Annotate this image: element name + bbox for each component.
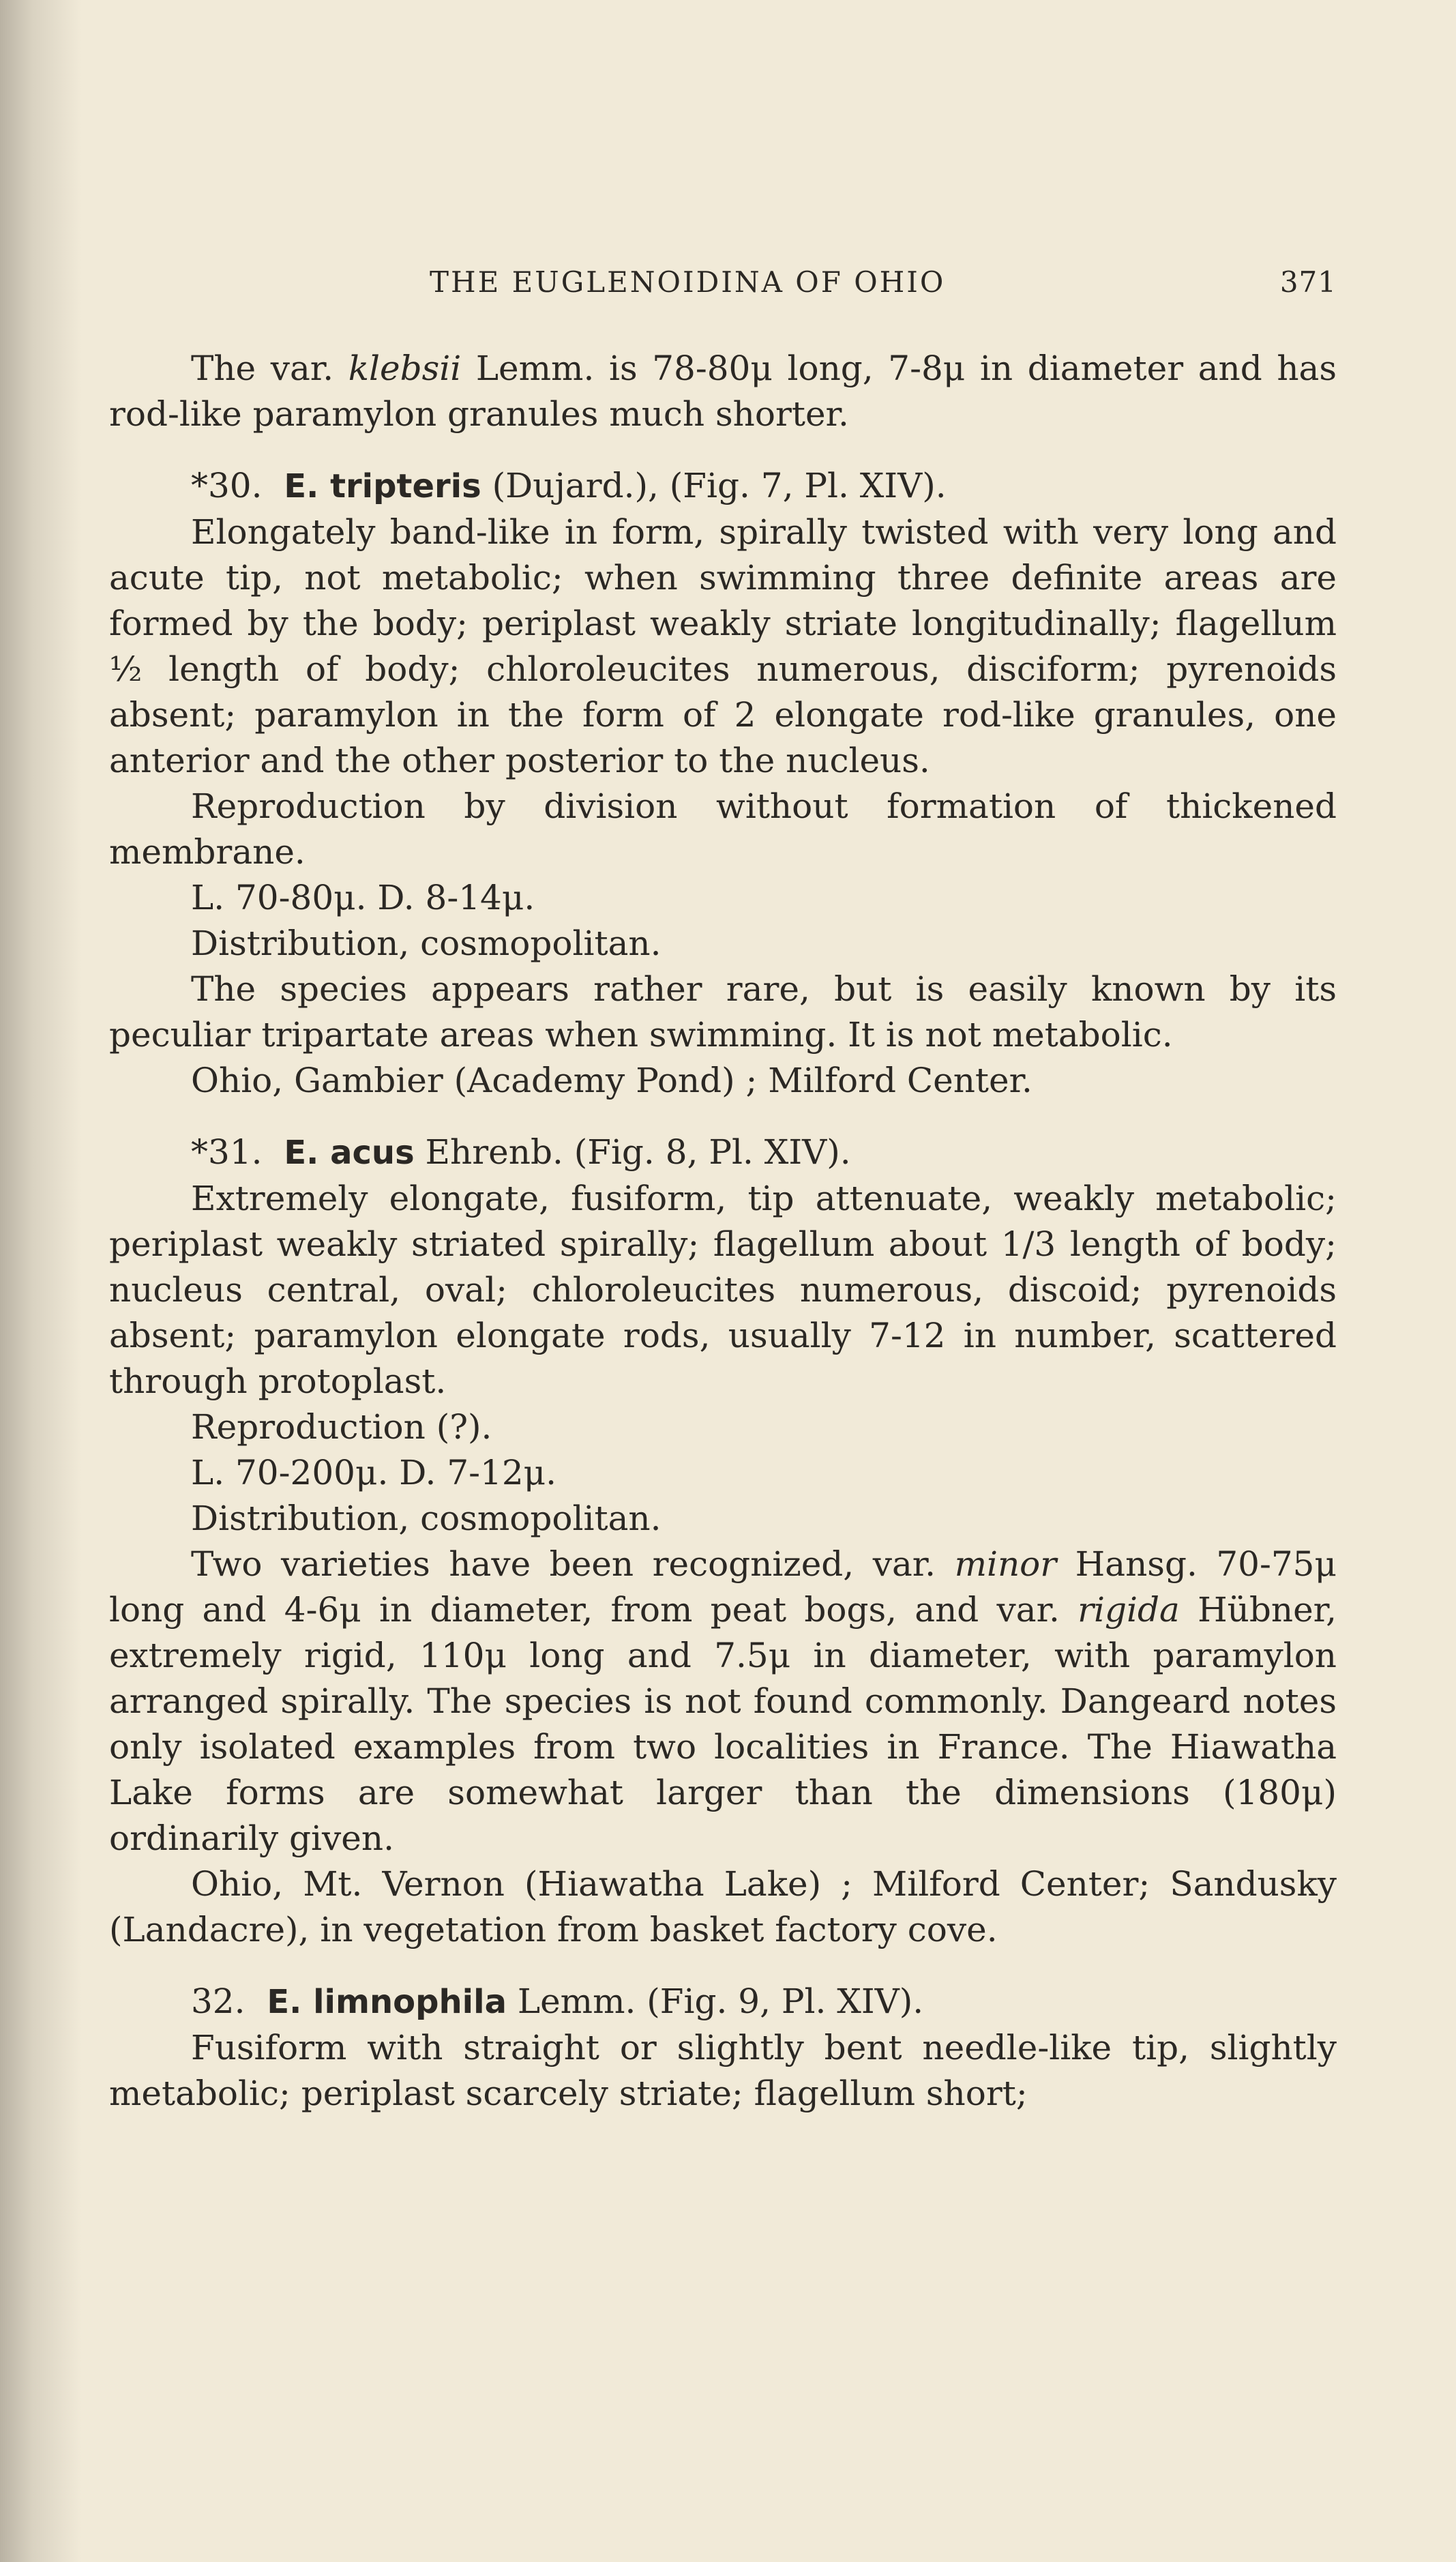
- species-name: E. tripteris: [284, 467, 481, 505]
- page-body: [109, 259, 1337, 2117]
- species-name: E. limnophila: [267, 1983, 507, 2021]
- page-number: 371: [1279, 265, 1337, 299]
- running-title: THE EUGLENOIDINA OF OHIO: [430, 265, 946, 299]
- species-reference: Lemm. (Fig. 9, Pl. XIV).: [506, 1982, 924, 2021]
- intro-paragraph: [109, 346, 1337, 437]
- intro-text-a: The var.: [191, 349, 348, 388]
- variety-name: klebsii: [348, 349, 462, 388]
- running-header: [430, 259, 1337, 305]
- binding-shadow: [0, 0, 82, 2562]
- variety-name: minor: [954, 1544, 1057, 1584]
- species-heading-30: [109, 463, 1337, 510]
- species-reference: Ehrenb. (Fig. 8, Pl. XIV).: [414, 1132, 851, 1172]
- localities-text: Ohio, Gambier (Academy Pond) ; Milford Center.: [191, 1061, 1032, 1100]
- distribution-text: Distribution, cosmopolitan.: [191, 1499, 662, 1538]
- localities-text: Ohio, Mt. Vernon (Hiawatha Lake) ; Milford Center; Sandusky (Landacre), in vegetation from basket factory cove.: [109, 1864, 1337, 1949]
- variety-name: rigida: [1078, 1590, 1180, 1630]
- species-reference: (Dujard.), (Fig. 7, Pl. XIV).: [481, 466, 947, 505]
- measurements-text: L. 70-80μ. D. 8-14μ.: [191, 878, 535, 917]
- species-number: 32.: [191, 1982, 246, 2021]
- species-description: Extremely elongate, fusiform, tip attenuate, weakly metabolic; periplast weakly striated spirally; flagellum about 1/3 length of body; nucleus central, oval; chloroleucites numerous, discoid; pyrenoids absent; paramylon elongate rods, usually 7-12 in number, scattered through protoplast.: [109, 1179, 1337, 1401]
- measurements-text: L. 70-200μ. D. 7-12μ.: [191, 1453, 557, 1492]
- species-number: *31.: [191, 1132, 263, 1172]
- species-number: *30.: [191, 466, 263, 505]
- reproduction-text: Reproduction (?).: [191, 1407, 492, 1447]
- species-heading-31: [109, 1130, 1337, 1176]
- remarks-text: [109, 1542, 1337, 1861]
- species-heading-32: [109, 1979, 1337, 2025]
- species-description: Elongately band-like in form, spirally twisted with very long and acute tip, not metabolic; when swimming three definite areas are formed by the body; periplast weakly striate longitudinally; flagellum ½ length of body; chloroleucites numerous, disciform; pyrenoids absent; paramylon in the form of 2 elongate rod-like granules, one anterior and the other posterior to the nucleus.: [109, 512, 1337, 780]
- remarks-part-3: Hübner, extremely rigid, 110μ long and 7.5μ in diameter, with paramylon arranged spirally. The species is not found commonly. Dangeard notes only isolated examples from two localities in France. The Hiawatha Lake forms are somewhat larger than the dimensions (180μ) ordinarily given.: [109, 1590, 1337, 1858]
- remarks-part-1: Two varieties have been recognized, var.: [191, 1544, 955, 1584]
- species-name: E. acus: [284, 1134, 415, 1172]
- species-description: Fusiform with straight or slightly bent needle-like tip, slightly metabolic; periplast scarcely striate; flagellum short;: [109, 2028, 1337, 2113]
- remarks-part-2: Hansg. 70-75μ long and 4-6μ in diameter, from peat bogs, and var.: [109, 1544, 1337, 1630]
- reproduction-text: Reproduction by division without formation of thickened membrane.: [109, 786, 1337, 872]
- distribution-text: Distribution, cosmopolitan.: [191, 924, 662, 963]
- remarks-text: The species appears rather rare, but is easily known by its peculiar tripartate areas when swimming. It is not metabolic.: [109, 969, 1337, 1055]
- intro-text-b: Lemm. is 78-80μ long, 7-8μ in diameter and has rod-like paramylon granules much shorter.: [109, 349, 1337, 434]
